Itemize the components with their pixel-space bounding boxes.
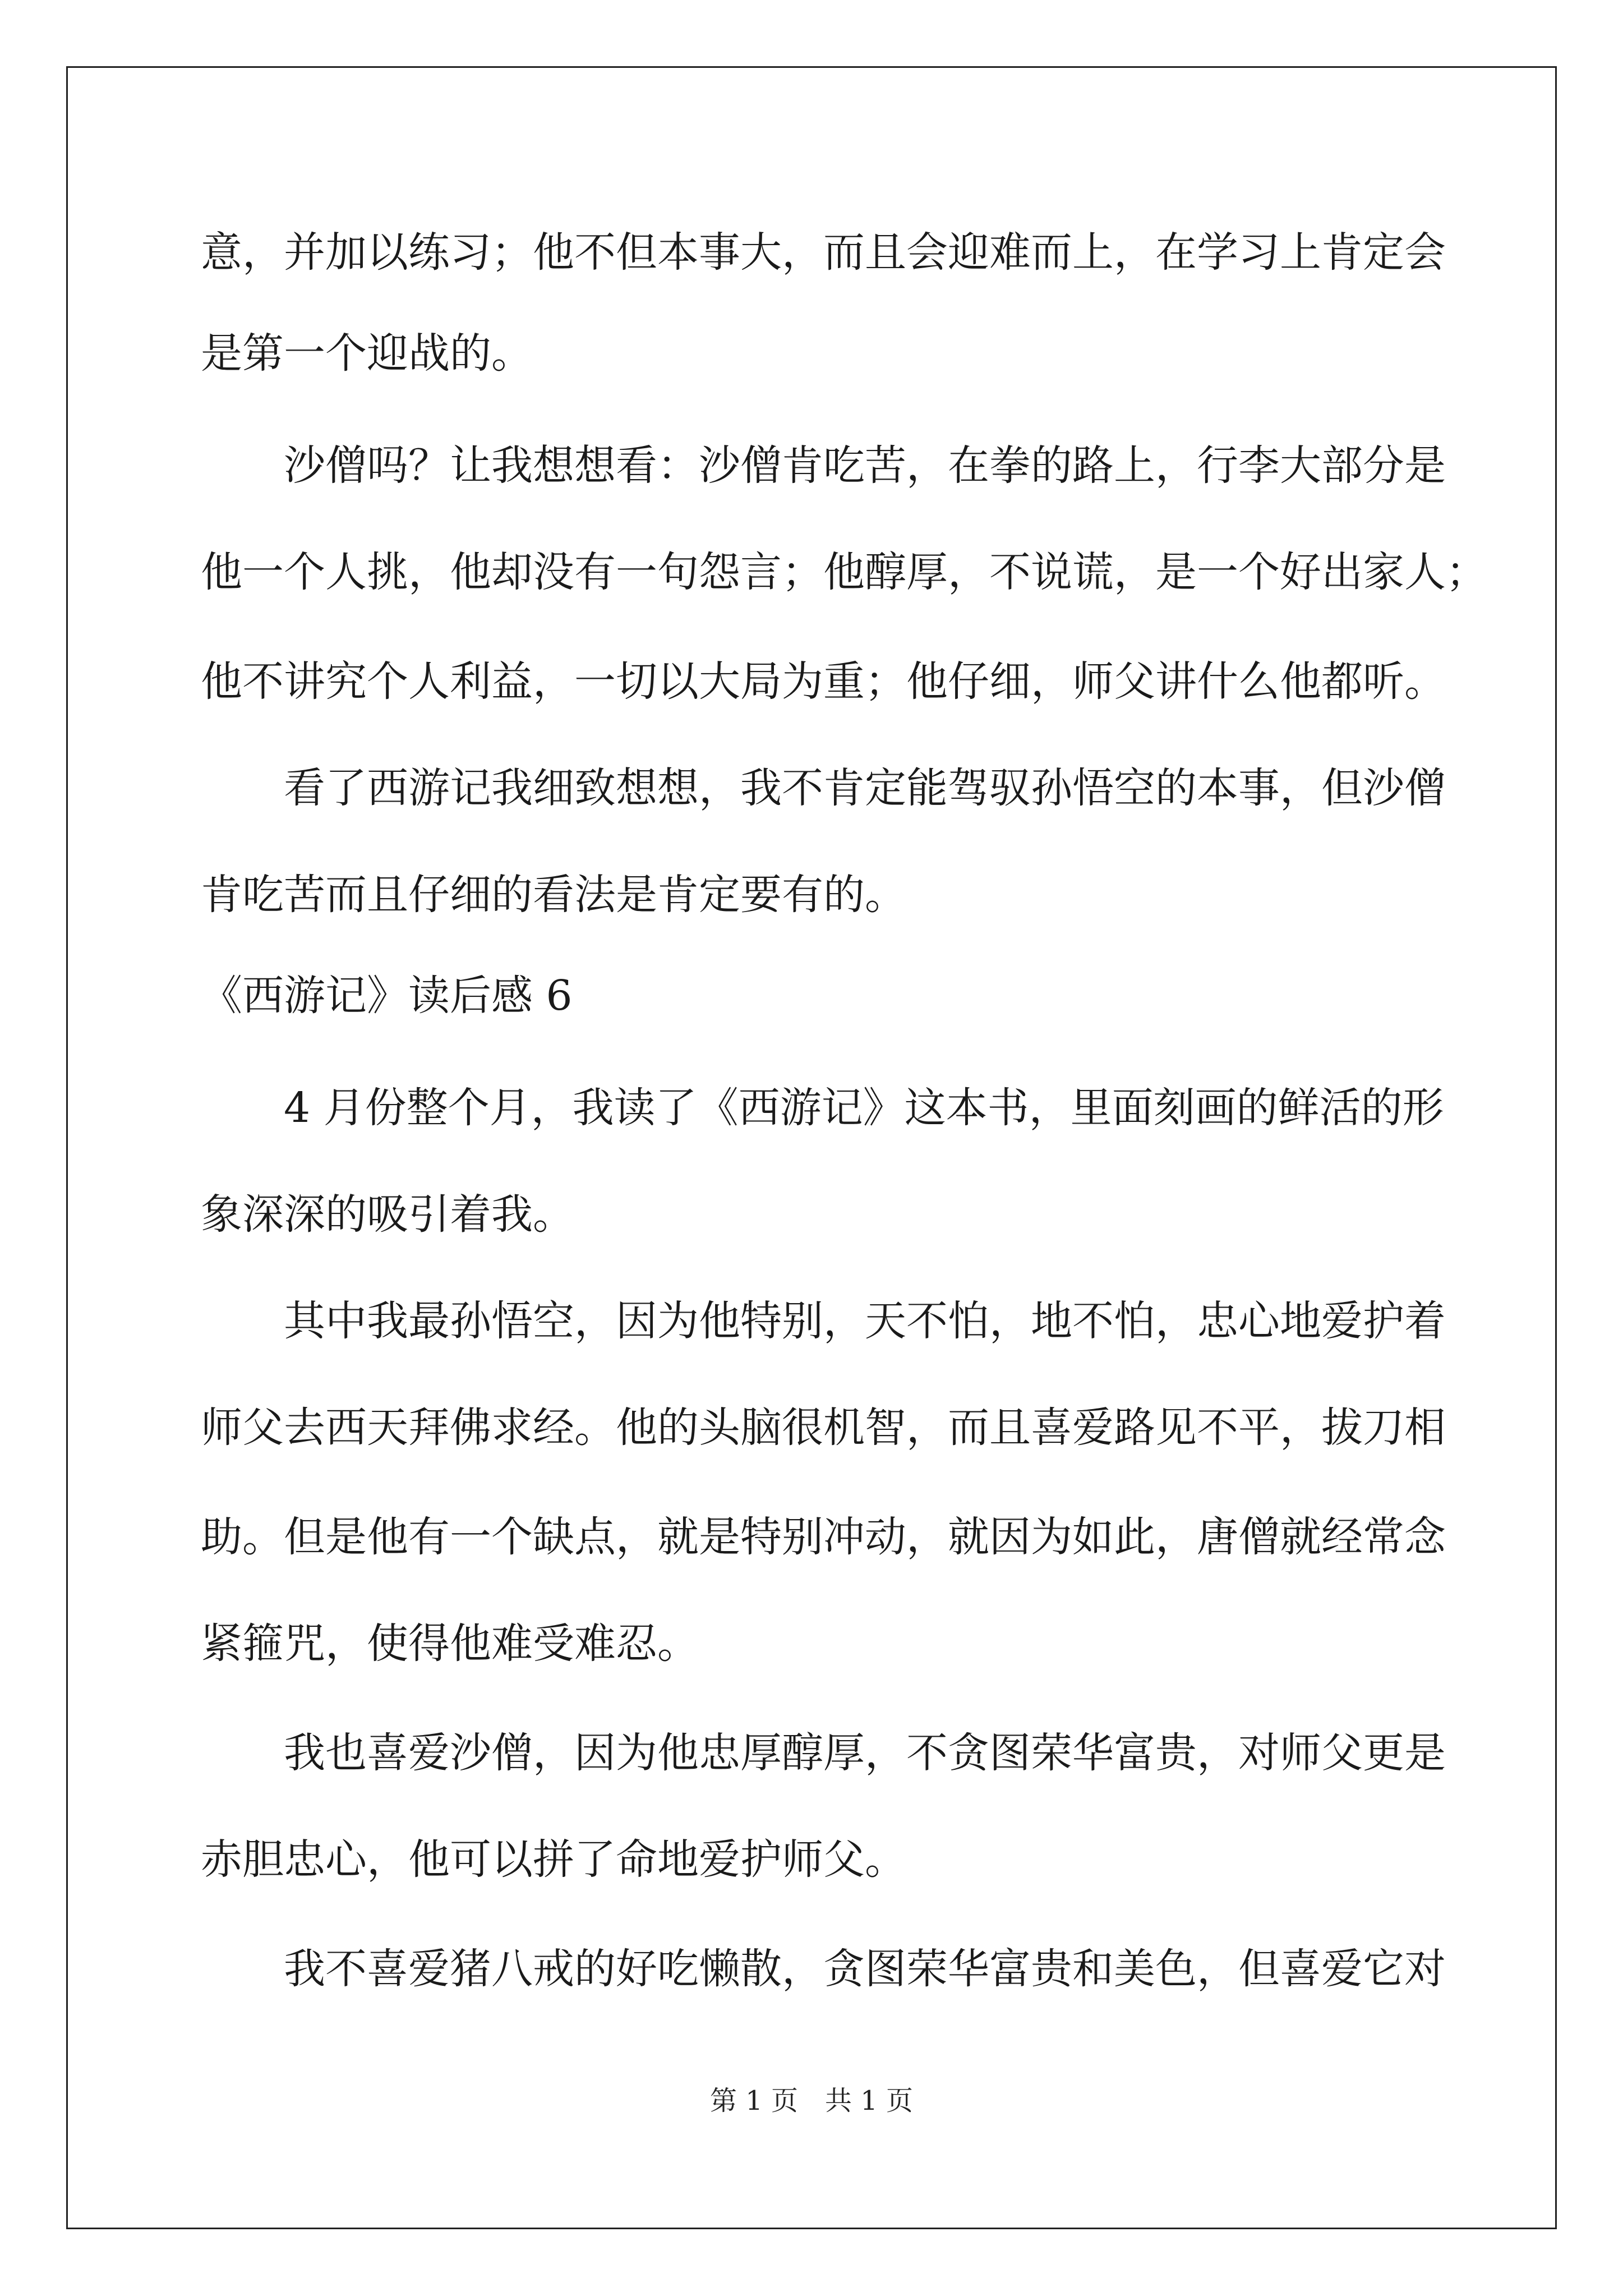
paragraph-first-line: 沙僧吗？让我想想看：沙僧肯吃苦，在拳的路上，行李大部分是: [284, 441, 1446, 490]
section-heading: 《西游记》读后感 6: [201, 972, 573, 1020]
paragraph-first-line: 我不喜爱猪八戒的好吃懒散，贪图荣华富贵和美色，但喜爱它对: [284, 1945, 1446, 1993]
text-line: 紧箍咒，使得他难受难忍。: [201, 1619, 699, 1668]
paragraph-first-line: 看了西游记我细致想想，我不肯定能驾驭孙悟空的本事，但沙僧: [284, 764, 1446, 812]
text-line: 是第一个迎战的。: [201, 329, 533, 378]
text-line: 他一个人挑，他却没有一句怨言；他醇厚，不说谎，是一个好出家人；: [201, 548, 1487, 596]
text-line: 意，并加以练习；他不但本事大，而且会迎难而上，在学习上肯定会: [201, 228, 1446, 277]
text-line: 助。但是他有一个缺点，就是特别冲动，就因为如此，唐僧就经常念: [201, 1513, 1446, 1561]
paragraph-first-line: 我也喜爱沙僧，因为他忠厚醇厚，不贪图荣华富贵，对师父更是: [284, 1729, 1446, 1777]
text-line: 他不讲究个人利益，一切以大局为重；他仔细，师父讲什么他都听。: [201, 657, 1446, 706]
page-number: 第 1 页 共 1 页: [709, 2085, 914, 2116]
text-line: 肯吃苦而且仔细的看法是肯定要有的。: [201, 871, 906, 919]
text-line: 象深深的吸引着我。: [201, 1190, 574, 1239]
paragraph-first-line: 其中我最孙悟空，因为他特别，天不怕，地不怕，忠心地爱护着: [284, 1297, 1446, 1345]
text-line: 赤胆忠心，他可以拼了命地爱护师父。: [201, 1835, 906, 1884]
text-line: 师父去西天拜佛求经。他的头脑很机智，而且喜爱路见不平，拔刀相: [201, 1404, 1446, 1452]
page-border: [66, 66, 1557, 2229]
paragraph-first-line: 4 月份整个月，我读了《西游记》这本书，里面刻画的鲜活的形: [284, 1084, 1444, 1132]
